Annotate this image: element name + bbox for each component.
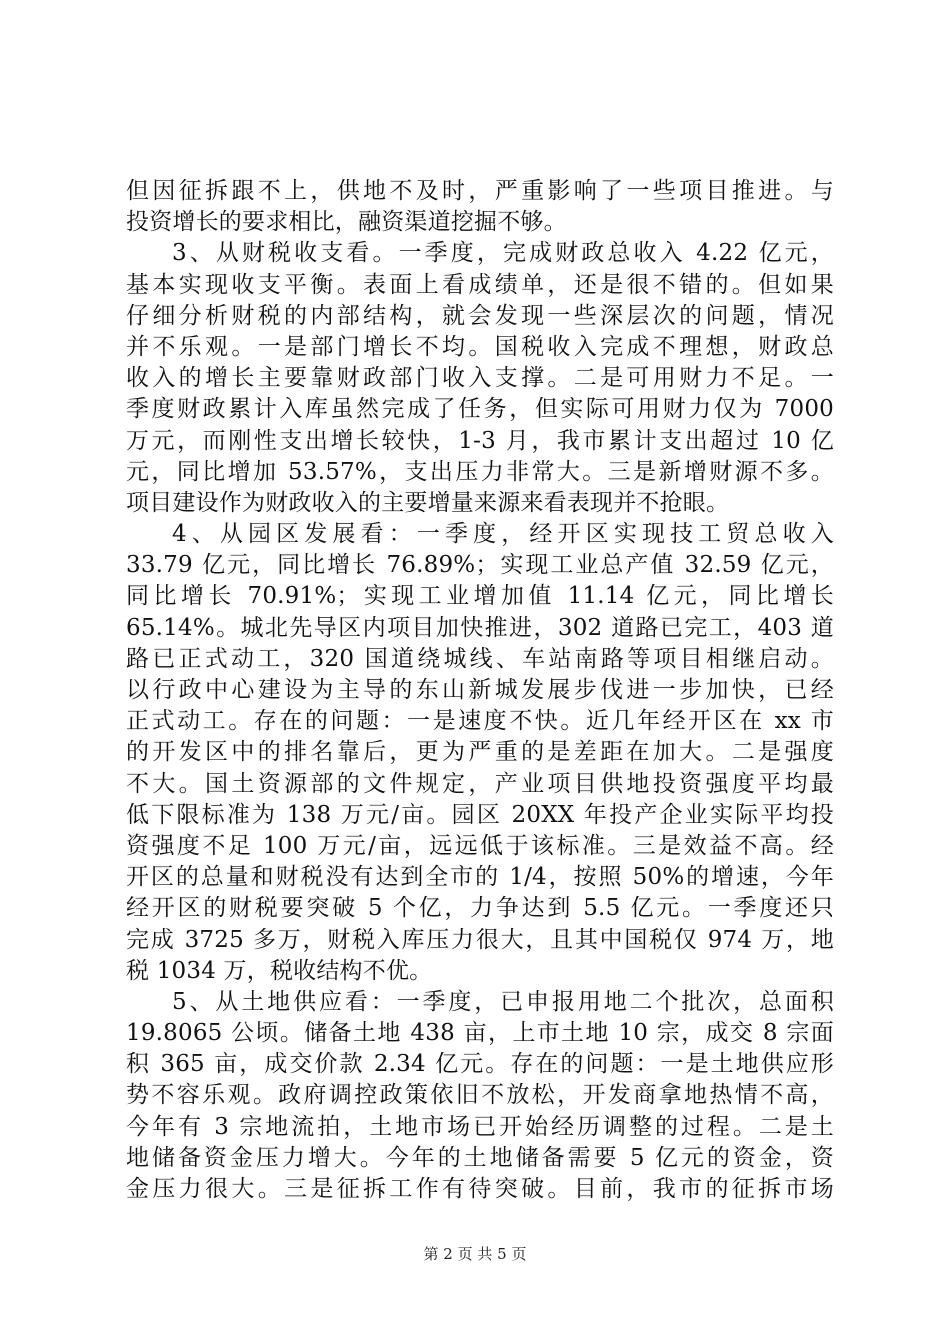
text-line: 不大。国土资源部的文件规定，产业项目供地投资强度平均最 bbox=[126, 770, 834, 797]
text-line: 完成 3725 多万，财税入库压力很大，且其中国税仅 974 万，地 bbox=[126, 926, 834, 953]
text-line: 并不乐观。一是部门增长不均。国税收入完成不理想，财政总 bbox=[126, 333, 834, 360]
text-line: 收入的增长主要靠财政部门收入支撑。二是可用财力不足。一 bbox=[126, 365, 834, 392]
text-line: 低下限标准为 138 万元/亩。园区 20XX 年投产企业实际平均投 bbox=[126, 801, 834, 828]
text-line: 同比增长 70.91%；实现工业增加值 11.14 亿元，同比增长 bbox=[126, 583, 834, 610]
text-line: 经开区的财税要突破 5 个亿，力争达到 5.5 亿元。一季度还只 bbox=[126, 895, 834, 922]
page-footer: 第 2 页 共 5 页 bbox=[423, 1245, 527, 1263]
text-line: 开区的总量和财税没有达到全市的 1/4，按照 50%的增速，今年 bbox=[126, 864, 834, 891]
paragraph-start-line: 3、从财税收支看。一季度，完成财政总收入 4.22 亿元， bbox=[172, 240, 834, 267]
text-line: 但因征拆跟不上，供地不及时，严重影响了一些项目推进。与 bbox=[126, 178, 834, 204]
text-line: 的开发区中的排名靠后，更为严重的是差距在加大。二是强度 bbox=[126, 739, 834, 766]
text-line: 以行政中心建设为主导的东山新城发展步伐进一步加快，已经 bbox=[126, 677, 834, 703]
text-line: 仔细分析财税的内部结构，就会发现一些深层次的问题，情况 bbox=[126, 302, 834, 329]
text-line: 万元，而刚性支出增长较快，1-3 月，我市累计支出超过 10 亿 bbox=[126, 427, 834, 454]
paragraph-start-line: 5、从土地供应看：一季度，已申报用地二个批次，总面积 bbox=[172, 988, 834, 1015]
text-line: 季度财政累计入库虽然完成了任务，但实际可用财力仅为 7000 bbox=[126, 396, 834, 423]
text-line: 基本实现收支平衡。表面上看成绩单，还是很不错的。但如果 bbox=[126, 271, 834, 298]
text-line: 地储备资金压力增大。今年的土地储备需要 5 亿元的资金，资 bbox=[126, 1144, 834, 1171]
text-line: 正式动工。存在的问题：一是速度不快。近几年经开区在 xx 市 bbox=[126, 708, 834, 735]
text-line: 路已正式动工，320 国道绕城线、车站南路等项目相继启动。 bbox=[126, 645, 834, 672]
text-line: 今年有 3 宗地流拍，土地市场已开始经历调整的过程。二是土 bbox=[126, 1113, 834, 1140]
text-line: 65.14%。城北先导区内项目加快推进，302 道路已完工，403 道 bbox=[126, 614, 834, 641]
text-line: 元，同比增加 53.57%，支出压力非常大。三是新增财源不多。 bbox=[126, 458, 834, 485]
text-line: 税 1034 万，税收结构不优。 bbox=[126, 957, 433, 984]
text-line: 项目建设作为财政收入的主要增量来源来看表现并不抢眼。 bbox=[126, 489, 730, 516]
paragraph-start-line: 4、从园区发展看：一季度，经开区实现技工贸总收入 bbox=[172, 521, 834, 548]
text-line: 势不容乐观。政府调控政策依旧不放松，开发商拿地热情不高， bbox=[126, 1082, 834, 1109]
text-line: 金压力很大。三是征拆工作有待突破。目前，我市的征拆市场 bbox=[126, 1176, 834, 1202]
text-line: 19.8065 公顷。储备土地 438 亩，上市土地 10 宗，成交 8 宗面 bbox=[126, 1020, 834, 1047]
text-line: 积 365 亩，成交价款 2.34 亿元。存在的问题：一是土地供应形 bbox=[126, 1051, 834, 1078]
text-line: 33.79 亿元，同比增长 76.89%；实现工业总产值 32.59 亿元， bbox=[126, 552, 834, 579]
document-body bbox=[126, 176, 834, 1205]
text-line: 投资增长的要求相比，融资渠道挖掘不够。 bbox=[126, 209, 567, 236]
text-line: 资强度不足 100 万元/亩，远远低于该标准。三是效益不高。经 bbox=[126, 832, 834, 859]
